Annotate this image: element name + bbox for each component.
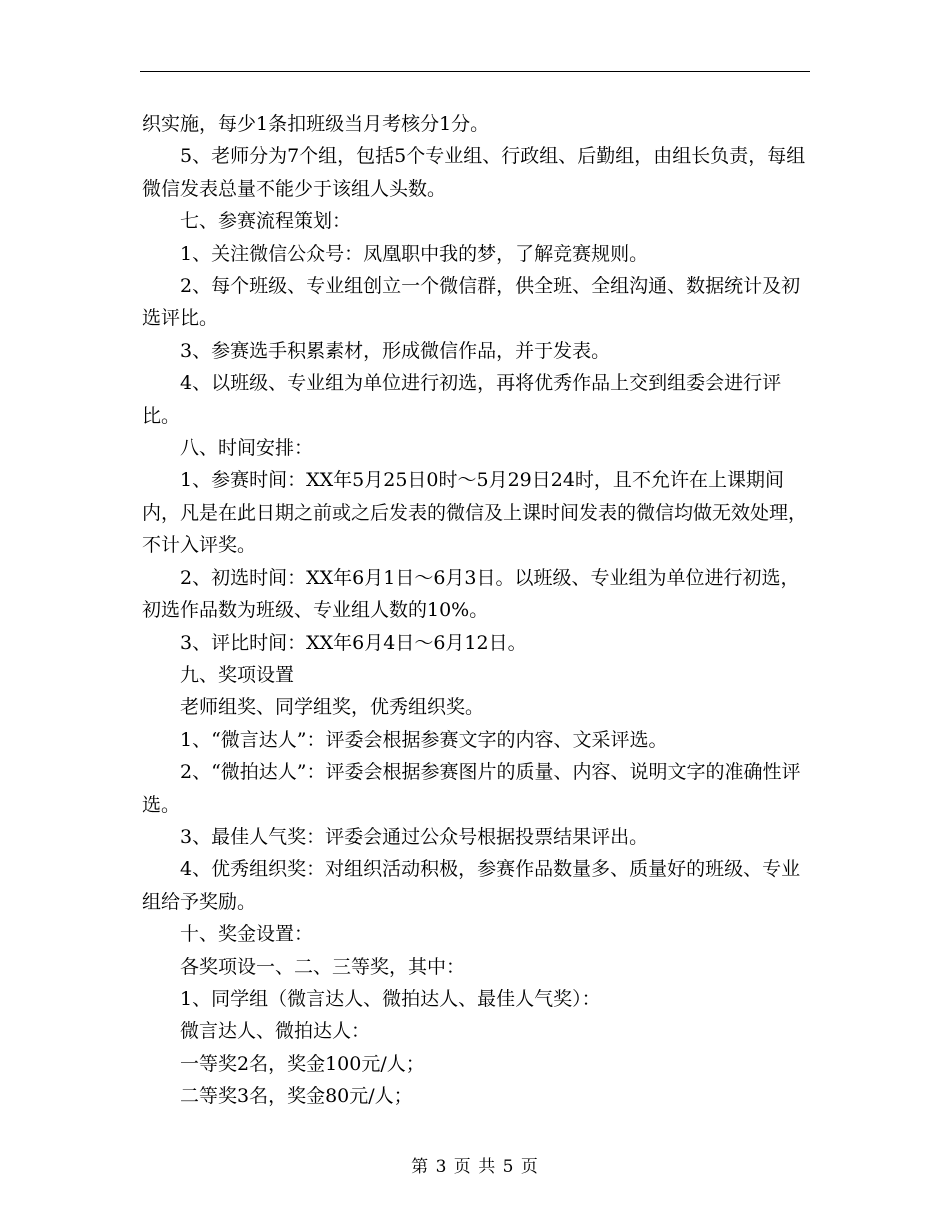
header-rule	[140, 71, 810, 72]
paragraph: 微言达人、微拍达人：	[180, 1020, 371, 1043]
document-body	[142, 108, 810, 1113]
page-number: 第 3 页 共 5 页	[411, 1157, 539, 1177]
paragraph: 二等奖3名，奖金80元/人；	[180, 1085, 413, 1108]
paragraph: 2、初选时间：XX年6月1日～6月3日。以班级、专业组为单位进行初选，初选作品数为班级、专业组人数的10%。	[142, 566, 800, 622]
paragraph: 1、关注微信公众号：凤凰职中我的梦，了解竞赛规则。	[180, 242, 649, 265]
paragraph: 3、评比时间：XX年6月4日～6月12日。	[180, 631, 527, 654]
paragraph: 老师组奖、同学组奖，优秀组织奖。	[180, 696, 485, 719]
paragraph: 各奖项设一、二、三等奖，其中：	[180, 955, 466, 978]
paragraph: 1、“微言达人”：评委会根据参赛文字的内容、文采评选。	[180, 728, 668, 751]
paragraph: 3、最佳人气奖：评委会通过公众号根据投票结果评出。	[180, 825, 649, 848]
section-heading: 九、奖项设置	[180, 663, 295, 686]
section-heading: 八、时间安排：	[180, 437, 314, 460]
paragraph: 4、优秀组织奖：对组织活动积极，参赛作品数量多、质量好的班级、专业组给予奖励。	[142, 858, 801, 913]
paragraph: 3、参赛选手积累素材，形成微信作品，并于发表。	[180, 339, 611, 362]
paragraph: 1、同学组（微言达人、微拍达人、最佳人气奖）：	[180, 987, 601, 1010]
paragraph: 2、“微拍达人”：评委会根据参赛图片的质量、内容、说明文字的准确性评选。	[142, 761, 801, 816]
section-heading: 十、奖金设置：	[180, 923, 314, 946]
paragraph: 1、参赛时间：XX年5月25日0时～5月29日24时，且不允许在上课期间内，凡是在此日期之前或之后发表的微信及上课时间发表的微信均做无效处理，不计入评奖。	[142, 469, 808, 557]
paragraph: 一等奖2名，奖金100元/人；	[180, 1052, 425, 1075]
paragraph: 4、以班级、专业组为单位进行初选，再将优秀作品上交到组委会进行评比。	[142, 372, 782, 427]
paragraph: 2、每个班级、专业组创立一个微信群，供全班、全组沟通、数据统计及初选评比。	[142, 275, 801, 330]
section-heading: 七、参赛流程策划：	[180, 210, 352, 233]
paragraph: 5、老师分为7个组，包括5个专业组、行政组、后勤组，由组长负责，每组微信发表总量不能少于该组人头数。	[142, 145, 806, 200]
paragraph: 织实施，每少1条扣班级当月考核分1分。	[142, 113, 490, 135]
